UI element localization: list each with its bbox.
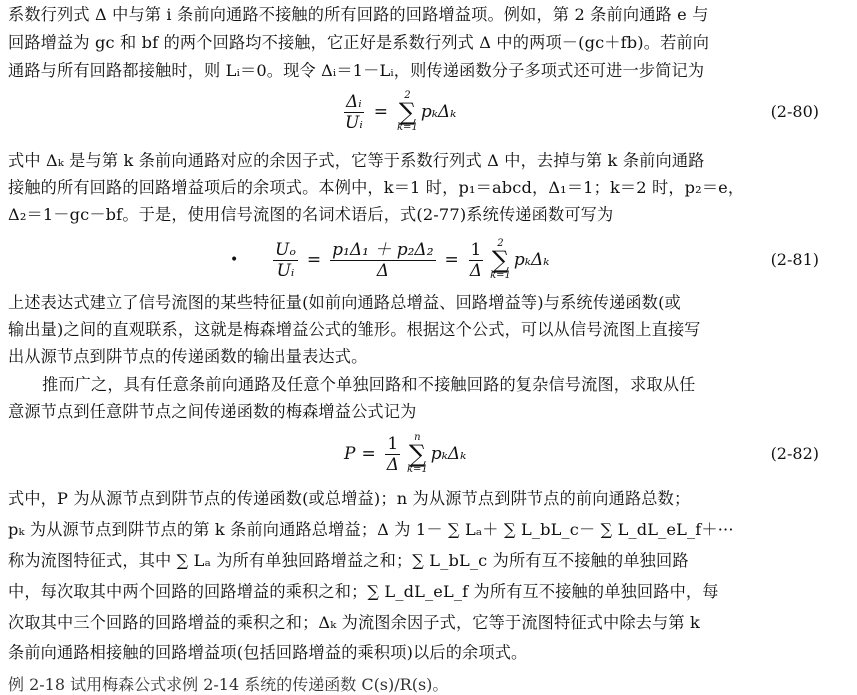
paragraph-line-5: 接触的所有回路的回路增益项后的余项式。本例中，k＝1 时，p₁＝abcd，Δ₁＝1；k＝2 时，p₂＝e， — [8, 178, 745, 197]
eq82-term: pₖΔₖ — [430, 444, 467, 464]
paragraph-line-8: 输出量)之间的直观联系，这就是梅森增益公式的雏形。根据这个公式，可以从信号流图上直接写 — [8, 320, 701, 339]
paragraph-line-1: 系数行列式 Δ 中与第 i 条前向通路不接触的所有回路的回路增益项。例如，第 2 条前向通路 e 与 — [8, 5, 709, 24]
paragraph-line-9: 出从源节点到阱节点的传递函数的输出量表达式。 — [8, 347, 368, 366]
paragraph-line-13: pₖ 为从源节点到阱节点的第 k 条前向通路总增益；Δ 为 1－ ∑ Lₐ＋ ∑ L_bL_c－ ∑ L_dL_eL_f＋··· — [8, 520, 734, 539]
equation-2-81 — [0, 238, 857, 282]
paragraph-line-11: 意源节点到任意阱节点之间传递函数的梅森增益公式记为 — [8, 402, 417, 421]
eq82-equals-sign: = — [361, 444, 376, 464]
equation-number-2-80: (2-80) — [770, 102, 819, 121]
eq82-sum-upper: n — [414, 432, 421, 443]
eq81-equals-sign-1: = — [306, 250, 322, 270]
eq81-coefficient-denominator: Δ — [469, 260, 483, 281]
eq81-summation — [490, 239, 511, 281]
eq80-summation — [397, 91, 418, 133]
paragraph-line-15: 中，每次取其中两个回路的回路增益的乘积之和；∑ L_dL_eL_f 为所有互不接触的单独回路中，每 — [8, 582, 719, 601]
eq80-term: pₖΔₖ — [420, 102, 457, 122]
eq80-sum-lower: k=1 — [397, 122, 418, 133]
paragraph-line-10: 推而广之，具有任意条前向通路及任意个单独回路和不接触回路的复杂信号流图，求取从任 — [42, 375, 696, 394]
eq81-sum-lower: k=1 — [490, 270, 511, 281]
eq80-lhs-fraction — [343, 93, 365, 132]
eq81-coefficient-fraction — [468, 241, 484, 280]
eq81-coefficient-numerator: 1 — [470, 239, 482, 260]
paragraph-line-16: 次取其中三个回路的回路增益的乘积之和；Δₖ 为流图余因子式，它等于流图特征式中除去与第 k — [8, 613, 700, 632]
eq81-term: pₖΔₖ — [513, 250, 550, 270]
eq82-sum-lower: k=1 — [406, 464, 428, 475]
paragraph-line-12: 式中，P 为从源节点到阱节点的传递函数(或总增益)；n 为从源节点到阱节点的前向通路总数； — [8, 489, 691, 508]
eq81-lhs-denominator: Uᵢ — [276, 260, 295, 281]
eq81-sigma: ∑ — [491, 246, 510, 274]
paragraph-line-6: Δ₂＝1－gc－bf。于是，使用信号流图的名词术语后，式(2-77)系统传递函数可写为 — [8, 205, 614, 224]
example-heading-cut-off: 例 2-18 试用梅森公式求例 2-14 系统的传递函数 C(s)/R(s)。 — [8, 675, 449, 694]
equation-number-2-81: (2-81) — [770, 250, 819, 269]
eq82-coefficient-denominator: Δ — [386, 454, 399, 475]
eq81-equals-sign-2: = — [444, 250, 459, 270]
paragraph-line-4: 式中 Δₖ 是与第 k 条前向通路对应的余因子式，它等于系数行列式 Δ 中，去掉与第 k 条前向通路 — [8, 151, 705, 170]
eq80-sum-upper: 2 — [404, 90, 411, 101]
eq80-lhs-denominator: Uᵢ — [345, 112, 363, 133]
paragraph-line-3: 通路与所有回路都接触时，则 Lᵢ＝0。现令 Δᵢ＝1－Lᵢ，则传递函数分子多项式还可进一步简记为 — [8, 61, 705, 80]
equation-2-80 — [0, 90, 857, 134]
eq81-sum-upper: 2 — [497, 238, 504, 249]
margin-bullet: • — [230, 252, 239, 268]
paragraph-line-2: 回路增益为 gc 和 bf 的两个回路均不接触，它正好是系数行列式 Δ 中的两项－(gc＋fb)。若前向 — [8, 33, 710, 52]
equation-2-82 — [0, 432, 857, 476]
paragraph-line-14: 称为流图特征式，其中 ∑ Lₐ 为所有单独回路增益之和；∑ L_bL_c 为所有互不接触的单独回路 — [8, 551, 689, 570]
eq82-sigma: ∑ — [408, 440, 426, 468]
eq81-middle-fraction — [330, 241, 435, 280]
eq80-lhs-numerator: Δᵢ — [346, 91, 362, 112]
paragraph-line-7: 上述表达式建立了信号流图的某些特征量(如前向通路总增益、回路增益等)与系统传递函数(或 — [8, 293, 681, 312]
eq81-lhs-fraction — [273, 241, 298, 280]
eq80-sigma: ∑ — [398, 98, 416, 126]
eq82-coefficient-numerator: 1 — [387, 433, 399, 454]
eq81-middle-denominator: Δ — [376, 260, 389, 281]
paragraph-line-17: 条前向通路相接触的回路增益项(包括回路增益的乘积项)以后的余项式。 — [8, 643, 528, 662]
eq82-summation — [407, 433, 428, 475]
equation-number-2-82: (2-82) — [770, 444, 819, 463]
eq81-lhs-numerator: Uₒ — [275, 239, 296, 260]
eq81-middle-numerator: p₁Δ₁ ＋ p₂Δ₂ — [332, 239, 434, 260]
eq80-equals-sign: = — [373, 102, 388, 122]
eq82-coefficient-fraction — [385, 435, 401, 474]
eq82-lhs: P — [344, 444, 356, 464]
